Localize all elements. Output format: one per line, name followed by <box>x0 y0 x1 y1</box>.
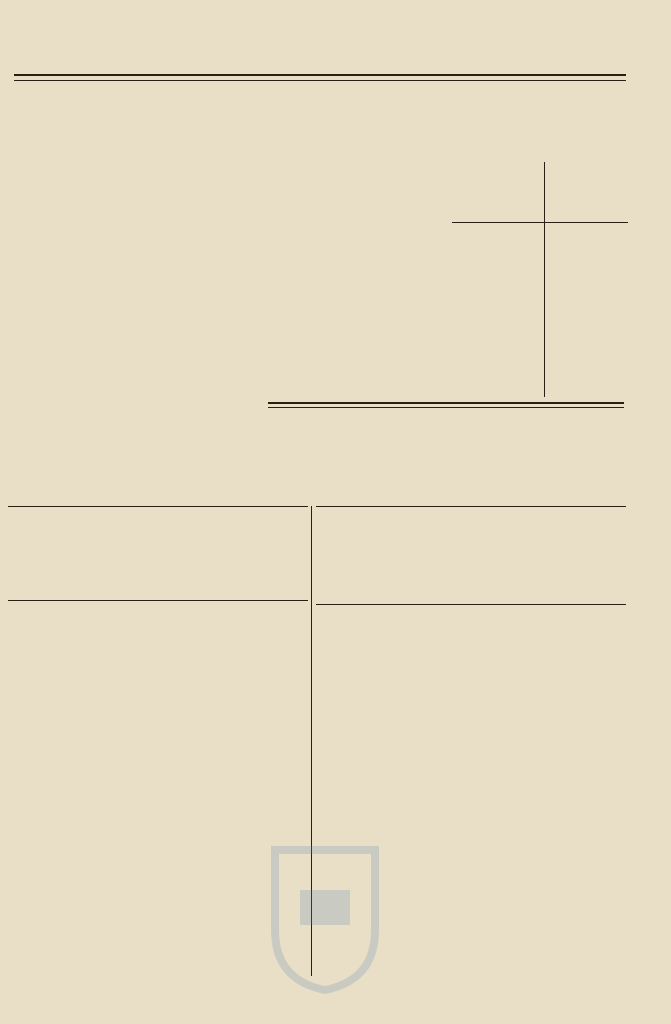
left-header-bottom-rule <box>8 600 308 601</box>
watermark-seal-icon <box>255 830 655 1000</box>
top-col-divider <box>544 162 545 397</box>
right-header-bottom-rule <box>316 604 626 605</box>
header-rule <box>14 74 626 76</box>
top-bottom-rule-thin <box>268 407 624 408</box>
top-bottom-rule <box>268 402 624 404</box>
header-rule-thin <box>14 80 626 81</box>
left-header-top-rule <box>8 506 308 507</box>
top-header-rule <box>452 222 628 223</box>
right-header-top-rule <box>316 506 626 507</box>
